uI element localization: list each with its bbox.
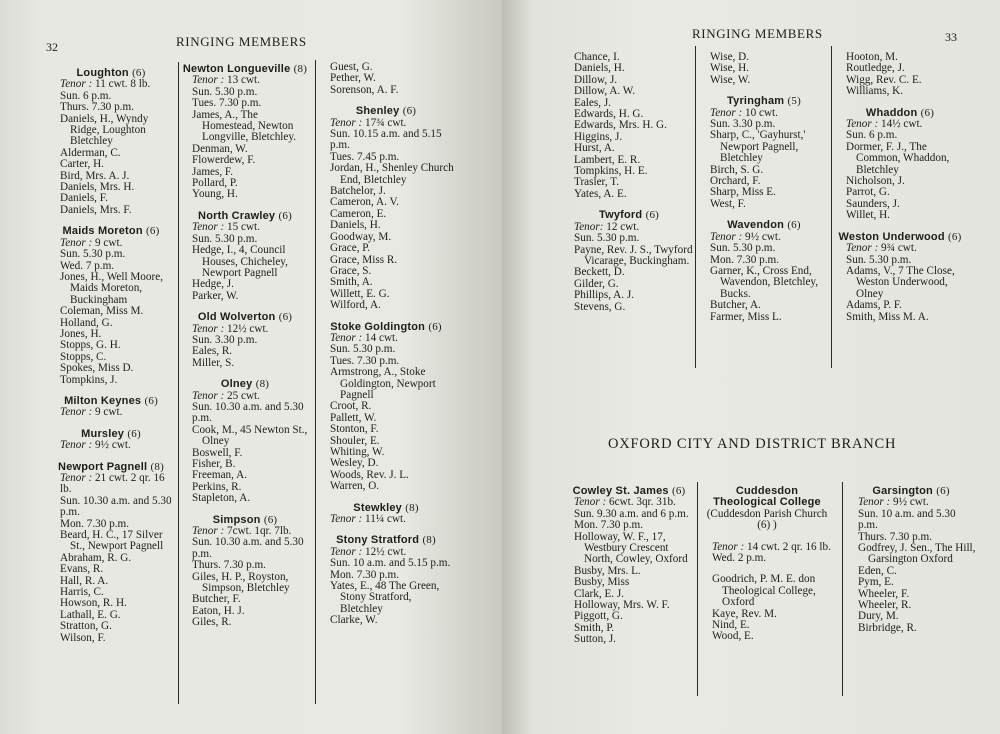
member-entry: Pether, W. <box>330 72 376 85</box>
member-entry: Spokes, Miss D. <box>60 362 134 375</box>
tenor-label: Tenor: <box>574 220 607 233</box>
member-entry: Batchelor, J. <box>330 185 386 198</box>
member-entry: Eales, R. <box>192 345 233 358</box>
tenor-value: 9¾ cwt. <box>881 242 917 255</box>
tenor-weight <box>48 407 174 418</box>
member-entry: Young, H. <box>192 188 238 201</box>
member-entry: Smith, Miss M. A. <box>846 310 929 323</box>
tower-name: Loughton <box>76 67 129 79</box>
tenor-label: Tenor : <box>330 331 366 344</box>
member-entry: Edwards, H. G. <box>574 108 644 121</box>
bell-count: (6) <box>263 513 278 526</box>
tower-name: Twyford <box>598 209 643 222</box>
member-entry: Birbridge, R. <box>858 621 917 634</box>
tower-name: Stewkley <box>353 501 402 514</box>
tenor-label: Tenor : <box>574 496 610 509</box>
member-entry: Boswell, F. <box>192 446 243 459</box>
column <box>700 486 834 643</box>
tower-name: Weston Underwood <box>838 230 945 243</box>
page-number: 32 <box>46 40 58 54</box>
tenor-value: 21 cwt. 2 qr. 16 lb. <box>60 472 165 496</box>
member-entry: Denman, W. <box>192 142 248 155</box>
member-entry: Pallett, W. <box>330 411 377 424</box>
member-entry: Pym, E. <box>858 576 894 589</box>
bell-count: (6) <box>428 320 442 333</box>
tenor-value: 11 cwt. 8 lb. <box>95 78 151 91</box>
tenor-value: 10 cwt. <box>745 106 778 119</box>
tenor-value: 9 cwt. <box>95 406 123 419</box>
member-entry: Sutton, J. <box>574 633 616 646</box>
member-entry: Higgins, J. <box>574 130 623 143</box>
member-entry: Abraham, R. G. <box>60 551 132 564</box>
bell-count: (6) <box>402 105 417 118</box>
tower-name: Stoke Goldington <box>330 320 426 333</box>
member-entry: Pollard, P. <box>192 177 238 190</box>
member-entry: Croot, R. <box>330 400 372 413</box>
tenor-label: Tenor : <box>330 545 366 558</box>
practice-time: Sun. 5.30 p.m. <box>60 248 126 261</box>
tenor-label: Tenor : <box>710 230 746 243</box>
tower-name: Newton Longueville <box>182 63 291 75</box>
member-entry: Woods, Rev. J. L. <box>330 468 409 481</box>
practice-time: Wed. 7 p.m. <box>60 259 115 272</box>
member-entry: Guest, G. <box>330 61 373 73</box>
bell-count: (8) <box>150 460 164 473</box>
member-entry: Miller, S. <box>192 356 235 369</box>
practice-time: Sun. 10.15 a.m. and 5.15 p.m. <box>330 128 442 152</box>
member-entry: Armstrong, A., Stoke Goldington, Newport Pagnell <box>330 366 436 401</box>
tenor-label: Tenor : <box>330 116 366 129</box>
member-entry: Smith, A. <box>330 276 373 289</box>
member-entry: Harris, C. <box>60 586 104 599</box>
practice-time: Thurs. 7.30 p.m. <box>858 530 932 543</box>
member-entry: Adams, P. F. <box>846 299 902 312</box>
tenor-label: Tenor : <box>60 406 96 419</box>
bell-count: (6) <box>127 427 141 440</box>
member-entry: Bird, Mrs. A. J. <box>60 169 130 182</box>
member-entry: James, A., The Homestead, Newton Longville, Bletchley. <box>192 108 297 144</box>
practice-time: Sun. 10.30 a.m. and 5.30 p.m. <box>192 400 304 425</box>
column <box>846 486 976 634</box>
member-entry: Coleman, Miss M. <box>60 305 144 318</box>
tower-name: Newport Pagnell <box>58 460 148 473</box>
member-entry: Gilder, G. <box>574 277 619 290</box>
member-entry: Stonton, F. <box>330 423 379 436</box>
column-rule <box>831 46 832 368</box>
member-entry: Parker, W. <box>192 289 239 302</box>
member-entry: Wilford, A. <box>330 299 381 312</box>
member-entry: Hurst, A. <box>574 142 615 155</box>
member-entry: Dormer, F. J., The Common, Whaddon, Bletchley <box>846 140 950 176</box>
member-entry: Wise, D. <box>710 51 750 63</box>
running-head: RINGING MEMBERS <box>176 34 307 49</box>
member-entry: Wise, W. <box>710 73 751 86</box>
tenor-value: 9½ cwt. <box>745 230 781 243</box>
member-entry: Sharp, C., 'Gayhurst,' Newport Pagnell, Bletchley <box>710 129 806 165</box>
member-entry: Dury, M. <box>858 610 899 623</box>
member-entry: Hedge, J. <box>192 278 234 291</box>
member-entry: Daniels, H., Wyndy Ridge, Loughton Bletchley <box>60 112 149 148</box>
practice-time: Tues. 7.30 p.m. <box>330 354 400 367</box>
member-entry: Eales, J. <box>574 96 611 109</box>
member-entry: Wise, H. <box>710 62 750 75</box>
tower-name: North Crawley <box>198 209 276 222</box>
column-rule <box>695 46 696 368</box>
member-entry: Evans, R. <box>60 563 104 576</box>
member-entry: Daniels, Mrs. H. <box>60 181 135 194</box>
member-entry: Clark, E. J. <box>574 587 625 600</box>
member-entry: Daniels, F. <box>60 192 108 205</box>
tenor-weight <box>48 440 174 451</box>
column-rule <box>842 482 843 696</box>
tenor-value: 12½ cwt. <box>365 545 407 558</box>
member-entry: Daniels, H. <box>574 62 625 75</box>
member-entry: Sorenson, A. F. <box>330 83 399 96</box>
column <box>562 52 696 313</box>
member-entry: Howson, R. H. <box>60 597 127 610</box>
bell-count: (6) <box>146 225 160 238</box>
bell-count: (8) <box>405 501 419 514</box>
member-entry: Hedge, I., 4, Council Houses, Chicheley, Newport Pagnell <box>192 244 288 279</box>
member-entry: Eden, C. <box>858 564 897 577</box>
tenor-label: Tenor : <box>192 221 228 234</box>
member-entry: Lambert, E. R. <box>574 153 641 166</box>
tenor-value: 17¾ cwt. <box>365 116 407 129</box>
member-entry: Eaton, H. J. <box>192 604 245 617</box>
member-entry: Orchard, F. <box>710 175 761 188</box>
tenor-weight <box>834 243 966 254</box>
member-entry: Farmer, Miss L. <box>710 310 782 323</box>
column <box>180 64 310 629</box>
tenor-value: 12 cwt. <box>606 220 640 233</box>
practice-time: Sun. 6 p.m. <box>846 129 898 142</box>
member-entry: Beard, H. C., 17 Silver St., Newport Pagnell <box>60 529 164 553</box>
practice-time: Sun. 10 a.m. and 5.30 p.m. <box>858 507 956 532</box>
tower-subtitle: (Cuddesdon Parish Church (6) ) <box>706 507 828 532</box>
practice-time: Mon. 7.30 p.m. <box>710 253 779 266</box>
tenor-value: 9½ cwt. <box>95 439 131 452</box>
tenor-label: Tenor : <box>60 78 96 91</box>
member-entry: Goodway, M. <box>330 230 392 243</box>
practice-time: Tues. 7.45 p.m. <box>330 150 400 163</box>
practice-time: Mon. 7.30 p.m. <box>574 519 643 532</box>
branch-heading: OXFORD CITY AND DISTRICT BRANCH <box>608 436 897 452</box>
tower-name: Mursley <box>81 427 125 440</box>
member-entry: Cook, M., 45 Newton St., Olney <box>192 423 308 448</box>
member-entry: Parrot, G. <box>846 186 890 199</box>
practice-time: Sun. 3.30 p.m. <box>192 333 258 346</box>
column <box>318 62 454 627</box>
member-entry: Tompkins, J. <box>60 373 118 386</box>
member-entry: Carter, H. <box>60 158 104 171</box>
practice-time: Wed. 2 p.m. <box>712 552 767 565</box>
member-entry: Godfrey, J. Sen., The Hill, Garsington Oxford <box>858 542 976 566</box>
column-rule <box>178 62 179 704</box>
member-entry: Jones, H., Well Moore, Maids Moreton, Buckingham <box>60 270 163 306</box>
bell-count: (6) <box>645 209 660 222</box>
member-entry: Dillow, A. W. <box>574 85 636 98</box>
column <box>562 486 696 646</box>
tenor-weight <box>318 514 454 525</box>
practice-time: Sun. 5.30 p.m. <box>330 343 396 356</box>
member-entry: Shouler, E. <box>330 434 380 447</box>
practice-time: Sun. 5.30 p.m. <box>846 253 912 266</box>
practice-time: Sun. 9.30 a.m. and 6 p.m. <box>574 507 689 520</box>
member-entry: Wesley, D. <box>330 457 379 470</box>
tower-name: Whaddon <box>865 106 918 119</box>
member-entry: Daniels, Mrs. F. <box>60 203 132 216</box>
tenor-value: 6cwt. 3qr. 31b. <box>609 496 676 509</box>
member-entry: Warren, O. <box>330 480 380 493</box>
member-entry: Yates, E., 48 The Green, Stony Stratford, Bletchley <box>330 580 440 615</box>
member-entry: Holloway, W. F., 17, Westbury Crescent North, Cowley, Oxford <box>574 530 688 566</box>
member-entry: Holland, G. <box>60 316 113 329</box>
practice-time: Sun. 10 a.m. and 5.15 p.m. <box>330 557 451 570</box>
practice-time: Sun. 5.30 p.m. <box>192 232 258 245</box>
member-entry: Nind, E. <box>712 619 750 632</box>
practice-time: Mon. 7.30 p.m. <box>330 568 399 581</box>
member-entry: Daniels, H. <box>330 219 381 232</box>
tower-name: Milton Keynes <box>64 394 142 407</box>
running-head: RINGING MEMBERS <box>692 26 823 41</box>
practice-time: Sun. 10.30 a.m. and 5.30 p.m. <box>192 536 304 560</box>
member-entry: Wheeler, R. <box>858 599 912 612</box>
practice-time: Mon. 7.30 p.m. <box>60 517 129 530</box>
tenor-value: 14½ cwt. <box>881 118 923 131</box>
column <box>834 52 966 323</box>
column-rule <box>697 482 698 696</box>
bell-count: (6) <box>278 311 293 324</box>
tenor-label: Tenor : <box>60 472 96 484</box>
tenor-value: 14 cwt. <box>365 331 398 344</box>
tower-name: Cowley St. James <box>572 485 669 497</box>
tower-name: Theological College <box>713 496 821 509</box>
tower-name: Simpson <box>212 513 261 526</box>
member-entry: Whiting, W. <box>330 446 385 458</box>
member-entry: Grace, S. <box>330 264 372 277</box>
tenor-label: Tenor : <box>192 322 228 335</box>
tower-name: Stony Stratford <box>336 534 420 547</box>
bell-count: (6) <box>144 394 158 407</box>
member-entry: Sharp, Miss E. <box>710 186 776 199</box>
column <box>48 68 174 644</box>
practice-time: Sun. 5.30 p.m. <box>710 242 776 255</box>
tenor-value: 9 cwt. <box>95 236 123 249</box>
member-entry: Stopps, G. H. <box>60 339 121 352</box>
member-entry: Wilson, F. <box>60 631 106 644</box>
member-entry: Willet, H. <box>846 209 890 222</box>
member-entry: Nicholson, J. <box>846 175 905 188</box>
member-entry: Flowerdew, F. <box>192 154 256 167</box>
bell-count: (8) <box>255 378 270 391</box>
member-entry: Willett, E. G. <box>330 287 390 300</box>
column <box>698 52 830 323</box>
tower-name: Maids Moreton <box>62 225 143 238</box>
member-entry: Lathall, E. G. <box>60 608 121 621</box>
tenor-value: 15 cwt. <box>227 221 260 234</box>
member-entry: Beckett, D. <box>574 266 625 279</box>
tenor-label: Tenor : <box>330 513 366 526</box>
member-entry: Tompkins, H. E. <box>574 165 648 178</box>
tenor-value: 9½ cwt. <box>893 496 929 509</box>
member-entry: Goodrich, P. M. E. don Theological College, Oxford <box>712 573 816 609</box>
member-entry: Stevens, G. <box>574 300 626 313</box>
tenor-label: Tenor : <box>710 106 746 119</box>
practice-time: Tues. 7.30 p.m. <box>192 97 262 110</box>
tower-name: Olney <box>220 378 253 391</box>
member-entry: Payne, Rev. J. S., Twyford Vicarage, Buckingham. <box>574 243 693 267</box>
member-entry: Clarke, W. <box>330 614 378 627</box>
tenor-value: 14 cwt. 2 qr. 16 lb. <box>747 540 831 553</box>
practice-time: Thurs. 7.30 p.m. <box>60 101 134 114</box>
column-rule <box>315 60 316 704</box>
bell-count: (6) <box>787 219 801 232</box>
bell-count: (6) <box>671 485 686 497</box>
tenor-value: 25 cwt. <box>227 389 260 402</box>
tenor-label: Tenor : <box>858 496 894 509</box>
member-entry: Stapleton, A. <box>192 492 251 505</box>
bell-count: (8) <box>422 534 436 547</box>
tenor-label: Tenor : <box>60 439 96 452</box>
member-entry: Yates, A. E. <box>574 187 627 200</box>
tenor-label: Tenor : <box>846 242 882 255</box>
member-entry: Trasler, T. <box>574 176 620 189</box>
member-entry: James, F. <box>192 165 234 178</box>
member-entry: Stopps, C. <box>60 350 107 363</box>
bell-count: (6) <box>936 485 950 497</box>
bell-count: (8) <box>293 63 308 75</box>
member-entry: Saunders, J. <box>846 197 900 210</box>
tenor-label: Tenor : <box>192 525 228 538</box>
member-entry: Phillips, A. J. <box>574 289 634 302</box>
member-entry: Busby, Miss <box>574 576 630 589</box>
member-entry: Butcher, F. <box>192 593 241 606</box>
member-entry: Smith, P. <box>574 621 615 634</box>
member-entry: Butcher, A. <box>710 299 761 312</box>
member-entry: Routledge, J. <box>846 62 905 75</box>
tower-name: Cuddesdon <box>735 485 799 497</box>
tenor-label: Tenor : <box>712 540 748 553</box>
member-entry: Edwards, Mrs. H. G. <box>574 119 667 132</box>
right-page <box>502 0 1000 734</box>
bell-count: (6) <box>920 106 935 119</box>
member-entry: Stratton, G. <box>60 620 112 633</box>
tower-name: Old Wolverton <box>197 311 276 324</box>
tenor-value: 13 cwt. <box>227 74 260 87</box>
tower-name: Wavendon <box>727 219 785 232</box>
bell-count: (5) <box>787 95 801 108</box>
practice-time: Sun. 5.30 p.m. <box>192 85 258 98</box>
tenor-label: Tenor : <box>60 236 96 249</box>
member-entry: Busby, Mrs. L. <box>574 564 641 577</box>
tower-name: Garsington <box>872 485 933 497</box>
member-entry: Giles, R. <box>192 616 232 629</box>
member-entry: Piggott, G. <box>574 610 623 623</box>
member-entry: Jones, H. <box>60 327 102 340</box>
tenor-label: Tenor : <box>846 118 882 131</box>
member-entry: Hall, R. A. <box>60 574 109 587</box>
bell-count: (6) <box>278 209 292 222</box>
tenor-label: Tenor : <box>192 74 228 87</box>
tenor-value: 7cwt. 1qr. 7lb. <box>227 525 292 538</box>
member-entry: Birch, S. G. <box>710 163 764 176</box>
member-entry: Grace, Miss R. <box>330 253 398 266</box>
tenor-weight <box>180 222 310 233</box>
tenor-label: Tenor : <box>192 389 228 402</box>
member-entry: Perkins, R. <box>192 480 242 493</box>
member-entry: Cameron, E. <box>330 207 387 220</box>
tenor-value: 12½ cwt. <box>227 322 269 335</box>
member-entry: Adams, V., 7 The Close, Weston Underwood, Olney <box>846 264 955 300</box>
bell-count: (6) <box>948 230 962 243</box>
tenor-value: 11¼ cwt. <box>365 513 406 526</box>
member-entry: Garner, K., Cross End, Wavendon, Bletchley, Bucks. <box>710 264 819 300</box>
member-entry: Fisher, B. <box>192 458 236 470</box>
member-entry: Wheeler, F. <box>858 587 910 600</box>
member-entry: Giles, H. P., Royston, Simpson, Bletchley <box>192 570 290 595</box>
practice-time: Sun. 5.30 p.m. <box>574 232 640 245</box>
member-entry: Grace, P. <box>330 242 371 255</box>
page-number: 33 <box>945 30 957 44</box>
member-entry: Wigg, Rev. C. E. <box>846 73 922 86</box>
member-entry: Dillow, J. <box>574 73 618 86</box>
member-entry: Kaye, Rev. M. <box>712 607 777 620</box>
tenor-weight <box>48 473 174 496</box>
member-entry: Holloway, Mrs. W. F. <box>574 599 670 612</box>
member-entry: Wood, E. <box>712 630 754 643</box>
member-entry: Cameron, A. V. <box>330 196 399 209</box>
tower-name: Shenley <box>355 105 400 118</box>
practice-time: Sun. 6 p.m. <box>60 89 112 102</box>
practice-time: Sun. 3.30 p.m. <box>710 118 776 131</box>
member-entry: Chance, I. <box>574 51 620 63</box>
member-entry: Alderman, C. <box>60 146 121 159</box>
member-entry: Jordan, H., Shenley Church End, Bletchley <box>330 162 454 186</box>
member-entry: Freeman, A. <box>192 469 247 482</box>
bell-count: (6) <box>132 67 146 79</box>
practice-time: Sun. 10.30 a.m. and 5.30 p.m. <box>60 494 172 519</box>
member-entry: Williams, K. <box>846 85 904 98</box>
practice-time: Thurs. 7.30 p.m. <box>192 559 266 572</box>
member-entry: Hooton, M. <box>846 51 898 63</box>
member-entry: West, F. <box>710 197 746 210</box>
tower-name: Tyringham <box>727 95 785 108</box>
